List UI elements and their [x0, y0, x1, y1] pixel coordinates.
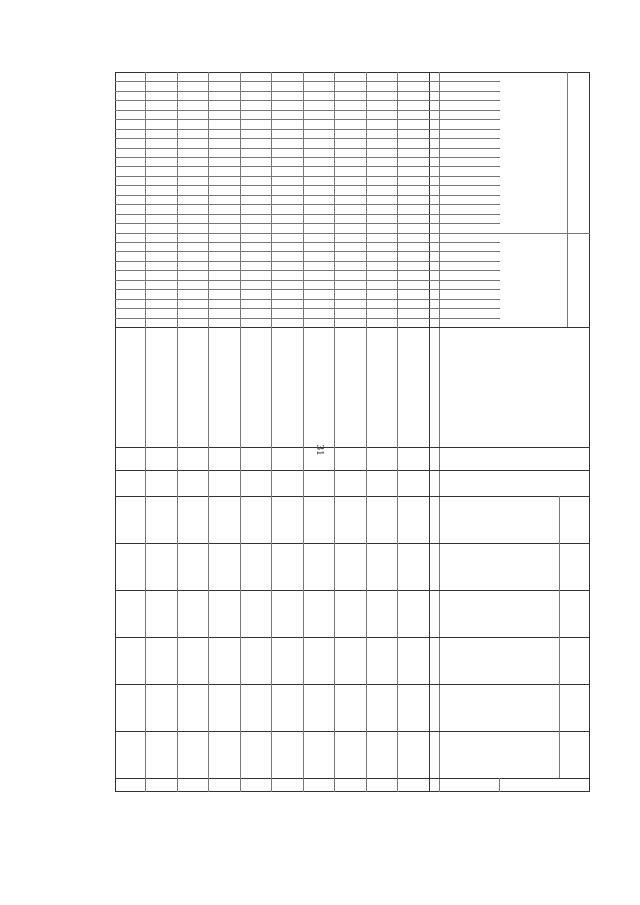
row-name [148, 329, 177, 445]
table-border-left [115, 72, 590, 73]
row-divider [240, 72, 241, 792]
code-col-divider [115, 100, 500, 101]
col-divider-2 [115, 470, 590, 471]
code-col-divider [115, 242, 500, 243]
admin-code [231, 74, 238, 206]
row-divider [272, 72, 273, 792]
code-col-divider [115, 157, 500, 158]
program-table [115, 72, 590, 792]
row-divider [177, 72, 178, 792]
code-group-split [567, 72, 568, 327]
col-divider-1 [115, 447, 590, 448]
row-name [242, 329, 271, 445]
page-number: 31 [314, 444, 326, 456]
code-col-divider [115, 81, 500, 82]
code-col-divider [115, 176, 500, 177]
code-col-divider [115, 214, 500, 215]
code-col-divider [115, 308, 500, 309]
row-divider [335, 72, 336, 792]
row-divider [146, 72, 147, 792]
row-divider [303, 72, 304, 792]
code-col-divider [115, 110, 500, 111]
year-divider-3 [115, 637, 590, 638]
row-divider [366, 72, 367, 792]
code-col-divider [115, 280, 500, 281]
code-col-divider [115, 270, 500, 271]
row-divider [398, 72, 399, 792]
code-col-divider [115, 318, 500, 319]
row-divider [209, 72, 210, 792]
col-divider-3 [115, 496, 590, 497]
code-col-divider [115, 129, 500, 130]
year-divider-end [115, 778, 590, 779]
row-name [337, 329, 366, 445]
row-name [116, 329, 145, 445]
code-col-divider [115, 289, 500, 290]
code-col-divider [115, 138, 500, 139]
code-col-divider [115, 119, 500, 120]
year-divider-2 [115, 590, 590, 591]
code-col-divider [115, 204, 500, 205]
code-col-divider [115, 251, 500, 252]
table-border-right [115, 791, 590, 792]
rotated-table [115, 72, 590, 792]
row-name [211, 329, 240, 445]
code-col-divider [115, 91, 500, 92]
code-col-divider [115, 148, 500, 149]
year-divider-1 [115, 543, 590, 544]
row-name [368, 329, 397, 445]
year-divider-5 [115, 731, 590, 732]
years-group-split [559, 496, 560, 778]
col-divider-0 [115, 327, 590, 328]
code-col-divider [115, 261, 500, 262]
code-col-divider [115, 195, 500, 196]
row-name [274, 329, 303, 445]
code-col-divider [115, 223, 500, 224]
code-col-divider [115, 166, 500, 167]
year-divider-4 [115, 684, 590, 685]
code-col-divider [115, 185, 500, 186]
row-name [305, 329, 334, 445]
admin-code [326, 74, 333, 206]
row-name [400, 329, 429, 445]
row-name [179, 329, 208, 445]
code-col-divider [115, 299, 500, 300]
total-group-split [499, 778, 500, 792]
codes-additional-split [430, 233, 590, 234]
